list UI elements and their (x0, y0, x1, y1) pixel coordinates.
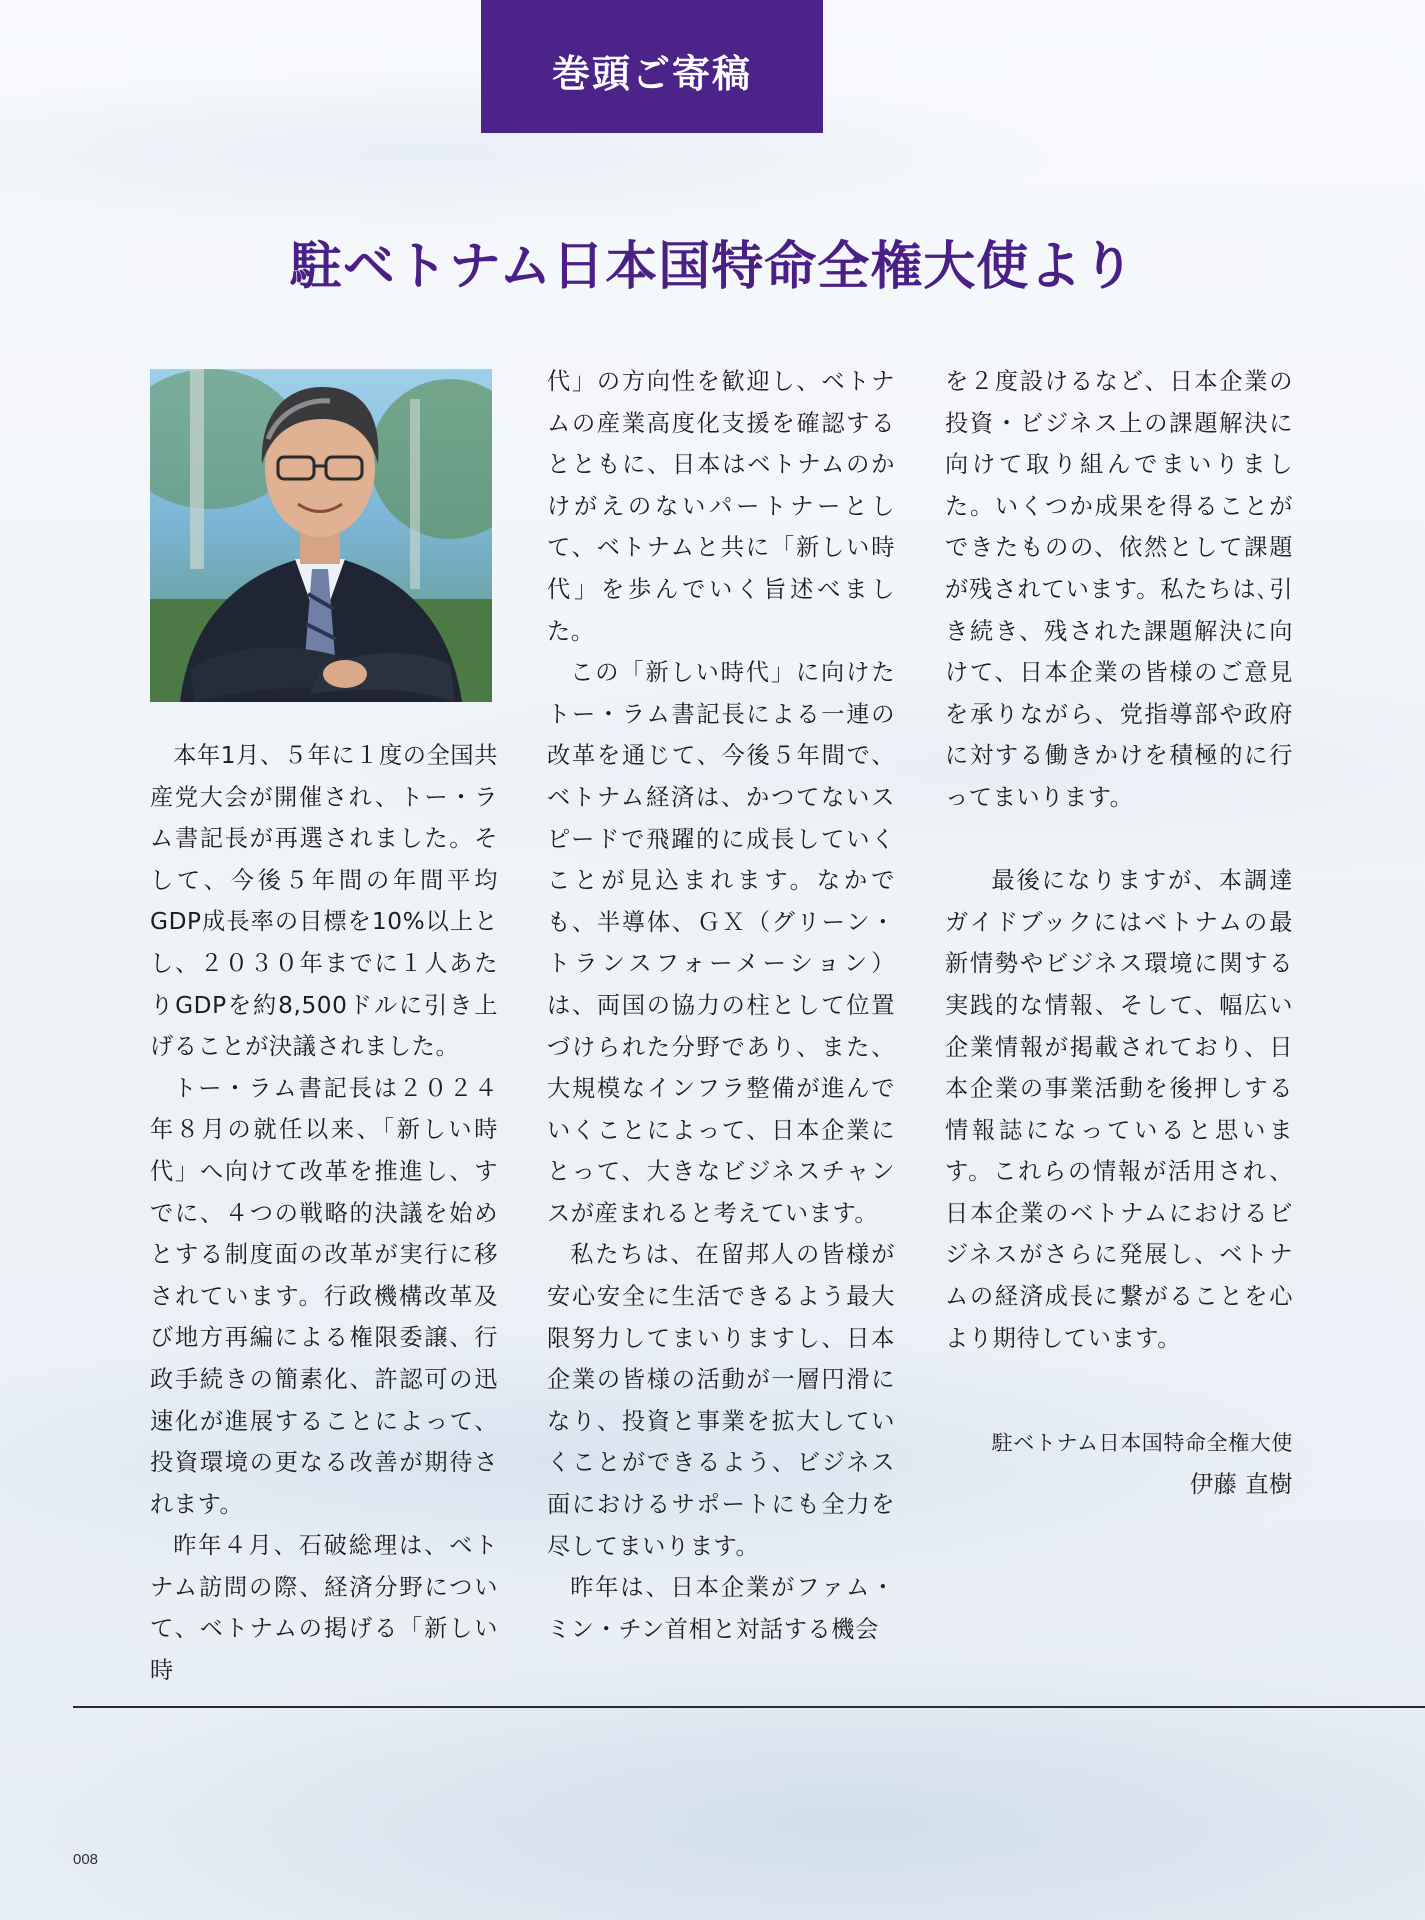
section-banner (481, 0, 823, 133)
paragraph: 私たちは、在留邦人の皆様が安心安全に生活できるよう最大限努力してまいりますし、日本企業の皆様の活動が一層円滑になり、投資と事業を拡大していくことができるよう、ビジネス面におけるサポートにも全力を尽してまいります。 (547, 1241, 895, 1560)
paragraph: トー・ラム書記長は２０２４年８月の就任以来、「新しい時代」へ向けて改革を推進し、すでに、４つの戦略的決議を始めとする制度面の改革が実行に移されています。行政機構改革及び地方再編による権限委譲、行政手続きの簡素化、許認可の迅速化が進展することによって、投資環境の更なる改善が期待されます。 (150, 1074, 498, 1518)
paragraph: 昨年は、日本企業がファム・ミン・チン首相と対話する機会 (547, 1574, 895, 1643)
signature-title: 駐ベトナム日本国特命全権大使 (991, 1431, 1293, 1456)
paragraph: 本年1月、５年に１度の全国共産党大会が開催され、トー・ラム書記長が再選されました。そして、今後５年間の年間平均GDP成長率の目標を10%以上とし、２０３０年までに１人あたりGDPを約8,500ドルに引き上げることが決議されました。 (150, 742, 498, 1061)
article-column-1 (150, 735, 498, 1692)
signature-name: 伊藤 直樹 (1189, 1471, 1293, 1499)
paragraph: この「新しい時代」に向けたトー・ラム書記長による一連の改革を通じて、今後５年間で、ベトナム経済は、かつてないスピードで飛躍的に成長していくことが見込まれます。なかでも、半導体、ＧＸ（グリーン・トランスフォーメーション）は、両国の協力の柱として位置づけられた分野であり、また、大規模なインフラ整備が進んでいくことによって、日本企業にとって、大きなビジネスチャンスが産まれると考えています。 (547, 659, 895, 1227)
page-number: 008 (73, 1851, 99, 1868)
paragraph: 代」の方向性を歓迎し、ベトナムの産業高度化支援を確認するとともに、日本はベトナムのかけがえのないパートナーとして、ベトナムと共に「新しい時代」を歩んでいく旨述べました。 (547, 368, 895, 645)
page-title: 駐ベトナム日本国特命全権大使より (289, 236, 1136, 297)
article-column-3 (945, 361, 1293, 1506)
footer-divider (73, 1706, 1425, 1708)
article-column-2 (547, 361, 895, 1650)
paragraph: 最後になりますが、本調達ガイドブックにはベトナムの最新情勢やビジネス環境に関する実践的な情報、そして、幅広い企業情報が掲載されており、日本企業の事業活動を後押しする情報誌になっていると思います。これらの情報が活用され、日本企業のベトナムにおけるビジネスがさらに発展し、ベトナムの経済成長に繋がることを心より期待しています。 (945, 867, 1293, 1352)
paragraph: を２度設けるなど、日本企業の投資・ビジネス上の課題解決に向けて取り組んでまいりました。いくつか成果を得ることができたものの、依然として課題が残されています。私たちは､引き続き、残された課題解決に向けて、日本企業の皆様のご意見を承りながら、党指導部や政府に対する働きかけを積極的に行ってまいります。 (945, 368, 1293, 811)
ambassador-portrait-photo (150, 369, 492, 702)
banner-label: 巻頭ご寄稿 (551, 51, 752, 96)
paragraph-spacer (945, 819, 1293, 861)
paragraph: 昨年４月、石破総理は、ベトナム訪問の際、経済分野について、ベトナムの掲げる「新しい時 (150, 1532, 498, 1685)
signature-block (945, 1422, 1293, 1506)
